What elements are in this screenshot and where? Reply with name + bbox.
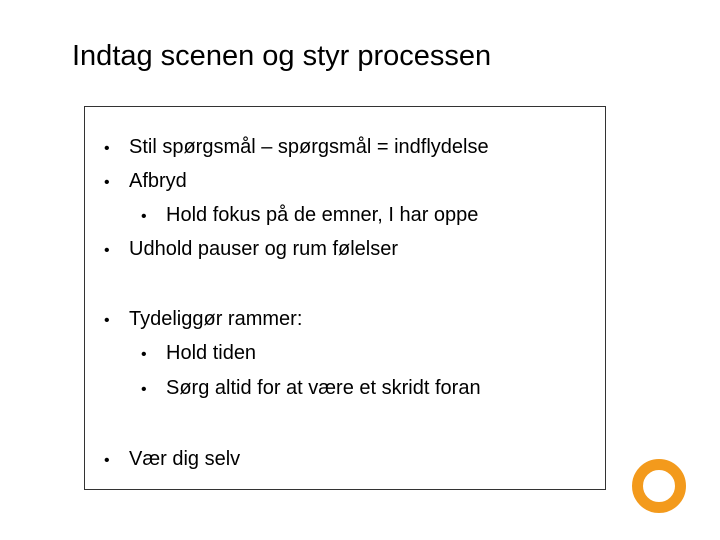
bullet-marker: • [141, 346, 147, 363]
bullet-item [104, 307, 302, 333]
sub-bullet-item [141, 203, 478, 229]
content-box [84, 106, 606, 490]
bullet-marker: • [104, 312, 110, 329]
orange-ring-logo-icon [632, 459, 686, 513]
bullet-marker: • [104, 174, 110, 191]
bullet-text: Udhold pauser og rum følelser [129, 238, 399, 260]
slide-title: Indtag scenen og styr processen [72, 40, 492, 72]
sub-bullet-item [141, 376, 481, 402]
sub-bullet-item [141, 341, 256, 367]
bullet-marker: • [104, 452, 110, 469]
bullet-text: Sørg altid for at være et skridt foran [166, 377, 481, 399]
bullet-text: Hold tiden [166, 342, 257, 364]
bullet-item [104, 135, 489, 161]
bullet-text: Tydeliggør rammer: [129, 308, 303, 330]
bullet-item [104, 447, 240, 473]
bullet-marker: • [104, 242, 110, 259]
bullet-text: Vær dig selv [129, 448, 241, 470]
bullet-marker: • [141, 208, 147, 225]
bullet-text: Hold fokus på de emner, I har oppe [166, 204, 479, 226]
bullet-item [104, 169, 187, 195]
bullet-item [104, 237, 398, 263]
bullet-marker: • [104, 140, 110, 157]
bullet-text: Stil spørgsmål – spørgsmål = indflydelse [129, 136, 489, 158]
bullet-marker: • [141, 381, 147, 398]
bullet-text: Afbryd [129, 170, 187, 192]
